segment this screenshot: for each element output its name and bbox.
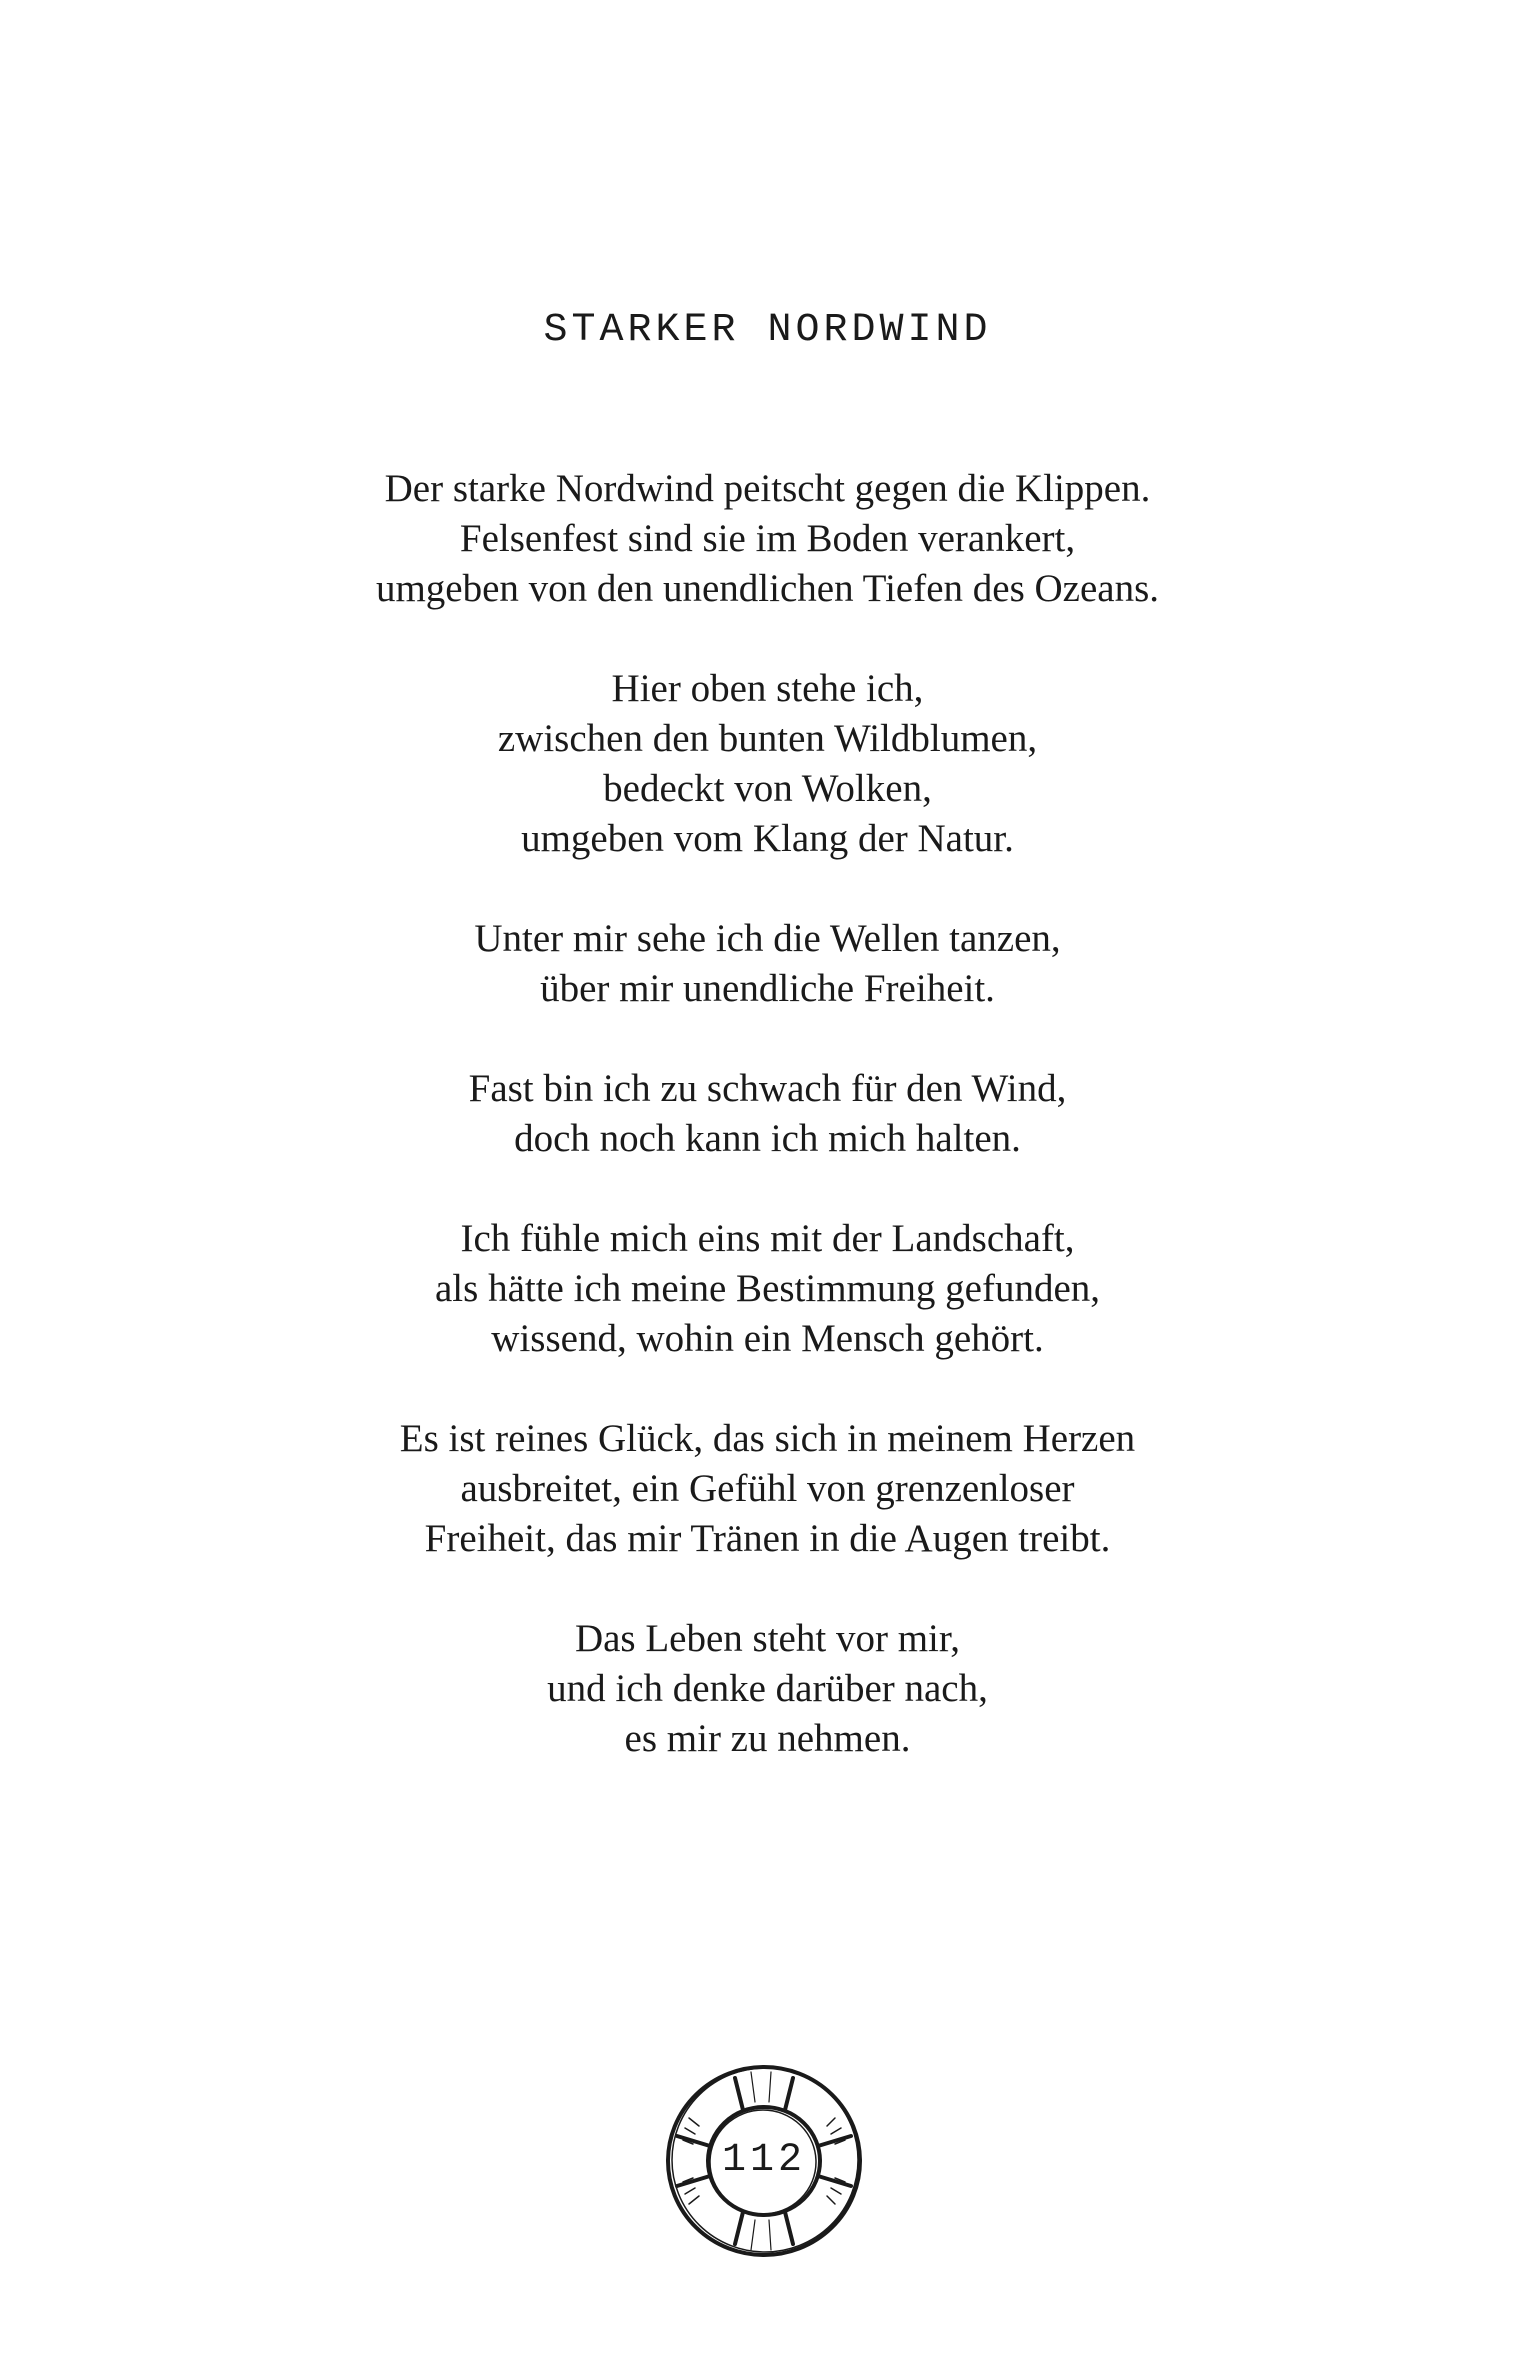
poem-stanza (0, 1214, 1535, 1364)
poem-line: es mir zu nehmen. (624, 1717, 911, 1760)
poem-line: als hätte ich meine Bestimmung gefunden, (435, 1267, 1100, 1310)
poem-line: umgeben vom Klang der Natur. (521, 817, 1014, 860)
poem-line: ausbreitet, ein Gefühl von grenzenloser (460, 1467, 1075, 1510)
poem-line: Ich fühle mich eins mit der Landschaft, (460, 1217, 1075, 1260)
page-number: 112 (721, 2138, 806, 2183)
poem-line: Felsenfest sind sie im Boden verankert, (459, 517, 1076, 560)
poem-stanza (0, 1414, 1535, 1564)
poem-stanza (0, 664, 1535, 864)
poem-line: über mir unendliche Freiheit. (540, 967, 995, 1010)
poem-line: Der starke Nordwind peitscht gegen die Klippen. (384, 467, 1151, 510)
page-number-badge (659, 2058, 869, 2264)
poem-body (0, 464, 1535, 1814)
poem-line: zwischen den bunten Wildblumen, (497, 717, 1038, 760)
poem-line: doch noch kann ich mich halten. (514, 1117, 1021, 1160)
poem-line: Unter mir sehe ich die Wellen tanzen, (474, 917, 1061, 960)
poem-stanza (0, 464, 1535, 614)
poem-line: Freiheit, das mir Tränen in die Augen treibt. (424, 1517, 1111, 1560)
poem-line: Es ist reines Glück, das sich in meinem Herzen (399, 1417, 1136, 1460)
poem-line: umgeben von den unendlichen Tiefen des Ozeans. (375, 567, 1160, 610)
poem-line: Das Leben steht vor mir, (574, 1617, 961, 1660)
poem-line: Fast bin ich zu schwach für den Wind, (468, 1067, 1067, 1110)
poem-stanza (0, 914, 1535, 1014)
poem-stanza (0, 1064, 1535, 1164)
poem-line: und ich denke darüber nach, (547, 1667, 988, 1710)
poem-title: STARKER NORDWIND (543, 308, 992, 353)
poem-line: wissend, wohin ein Mensch gehört. (491, 1317, 1044, 1360)
poem-line: Hier oben stehe ich, (611, 667, 924, 710)
poem-stanza (0, 1614, 1535, 1764)
poem-line: bedeckt von Wolken, (603, 767, 932, 810)
